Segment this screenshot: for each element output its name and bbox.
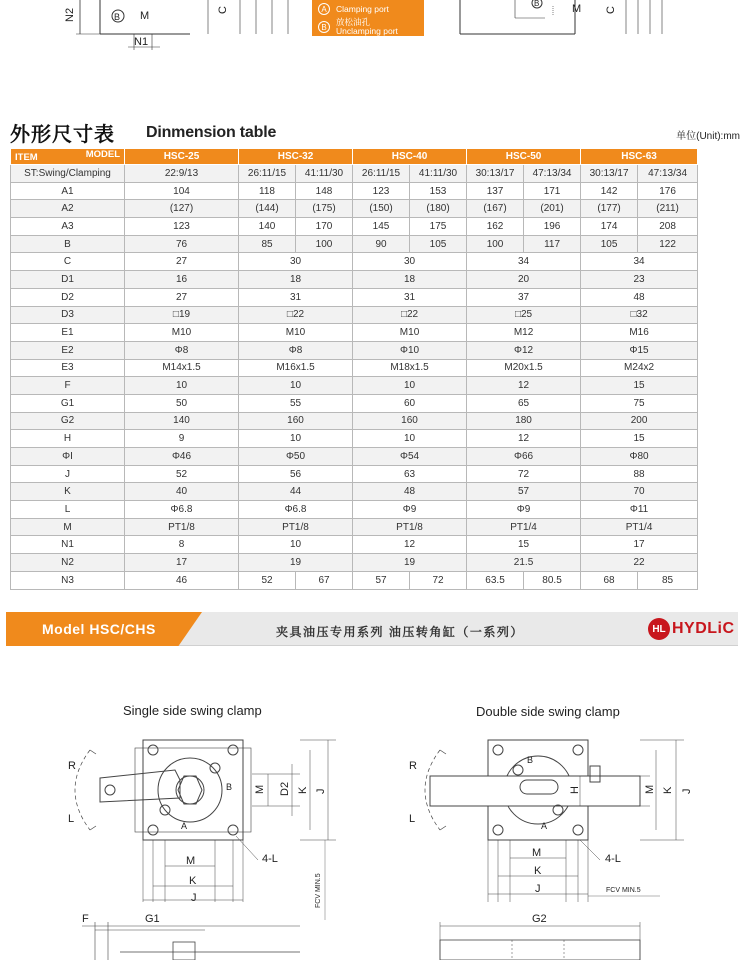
single-m-bottom-label: M	[186, 855, 196, 867]
table-cell: Φ12	[467, 341, 581, 359]
table-cell: 145	[353, 218, 410, 236]
table-cell: 196	[524, 218, 581, 236]
table-cell: 171	[524, 182, 581, 200]
double-4l-label: 4-L	[605, 853, 621, 865]
table-row	[11, 253, 698, 271]
double-b-label: B	[527, 755, 534, 765]
double-l-label: L	[409, 813, 416, 825]
table-row	[11, 324, 698, 342]
n2-label: N2	[64, 7, 76, 22]
logo-mark-icon: HL	[648, 618, 670, 640]
table-cell: 208	[638, 218, 698, 236]
single-r-label: R	[68, 760, 76, 772]
table-cell: (180)	[410, 200, 467, 218]
table-cell: 41:11/30	[410, 165, 467, 183]
table-cell: □19	[125, 306, 239, 324]
legend-clamping	[312, 0, 424, 18]
unit-label: 单位(Unit):mm	[676, 131, 740, 142]
table-row	[11, 571, 698, 589]
single-nut-hex	[178, 776, 202, 804]
table-cell: M16x1.5	[239, 359, 353, 377]
table-cell: 37	[467, 288, 581, 306]
table-cell: Φ6.8	[125, 501, 239, 519]
table-cell: 72	[467, 465, 581, 483]
row-label: ST:Swing/Clamping	[11, 165, 125, 183]
row-label: N3	[11, 571, 125, 589]
table-row	[11, 182, 698, 200]
table-row	[11, 271, 698, 289]
table-cell: 137	[467, 182, 524, 200]
double-k-bottom-label: K	[534, 865, 542, 877]
table-cell: 26:11/15	[239, 165, 296, 183]
table-cell: 18	[239, 271, 353, 289]
table-cell: 170	[296, 218, 353, 236]
table-cell: 57	[467, 483, 581, 501]
model-header-hsc63: HSC-63	[581, 149, 698, 165]
table-cell: 52	[125, 465, 239, 483]
dimension-table	[10, 148, 698, 590]
row-label: A3	[11, 218, 125, 236]
table-cell: 10	[125, 377, 239, 395]
model-header-hsc50: HSC-50	[467, 149, 581, 165]
legend-unclamping-en: Unclamping port	[336, 26, 398, 36]
table-title-en: Dinmension table	[146, 124, 277, 141]
single-b-label: B	[226, 782, 233, 792]
table-cell: 22	[581, 554, 698, 572]
single-port-b-hole	[210, 763, 220, 773]
single-bolt-hole-tl	[148, 745, 158, 755]
table-cell: M14x1.5	[125, 359, 239, 377]
table-cell: (177)	[581, 200, 638, 218]
row-label: K	[11, 483, 125, 501]
technical-drawings-svg	[0, 690, 750, 960]
table-row	[11, 536, 698, 554]
table-cell: Φ50	[239, 448, 353, 466]
table-cell: PT1/4	[467, 518, 581, 536]
single-swing-caption: Single side swing clamp	[123, 703, 262, 718]
table-row	[11, 200, 698, 218]
table-cell: 105	[410, 235, 467, 253]
single-bolt-hole-tr	[228, 745, 238, 755]
row-label: E3	[11, 359, 125, 377]
table-cell: 16	[125, 271, 239, 289]
table-cell: 140	[239, 218, 296, 236]
table-row	[11, 554, 698, 572]
single-f-label: F	[82, 913, 89, 925]
table-cell: 47:13/34	[638, 165, 698, 183]
table-row	[11, 518, 698, 536]
double-m-bottom-label: M	[532, 847, 542, 859]
table-cell: 104	[125, 182, 239, 200]
table-cell: 10	[353, 430, 467, 448]
table-cell: Φ80	[581, 448, 698, 466]
table-cell: (127)	[125, 200, 239, 218]
table-cell: 41:11/30	[296, 165, 353, 183]
table-cell: 12	[467, 377, 581, 395]
single-bolt-hole-bl	[148, 825, 158, 835]
table-cell: Φ66	[467, 448, 581, 466]
row-label: D2	[11, 288, 125, 306]
table-cell: 30	[239, 253, 353, 271]
table-cell: 48	[581, 288, 698, 306]
table-row	[11, 430, 698, 448]
circle-b-icon: B	[318, 21, 330, 33]
table-cell: 80.5	[524, 571, 581, 589]
table-cell: 174	[581, 218, 638, 236]
table-cell: Φ6.8	[239, 501, 353, 519]
table-cell: 52	[239, 571, 296, 589]
table-cell: Φ8	[125, 341, 239, 359]
table-cell: (144)	[239, 200, 296, 218]
table-row	[11, 394, 698, 412]
table-cell: 85	[638, 571, 698, 589]
table-header-row	[11, 149, 698, 165]
single-j-bottom-label: J	[191, 892, 197, 904]
table-cell: (201)	[524, 200, 581, 218]
table-cell: 117	[524, 235, 581, 253]
table-cell: 27	[125, 288, 239, 306]
table-cell: (167)	[467, 200, 524, 218]
legend-unclamping	[312, 18, 424, 36]
row-label: D1	[11, 271, 125, 289]
single-clamp-arm	[100, 770, 180, 802]
single-k-label: K	[297, 786, 309, 794]
table-row	[11, 465, 698, 483]
row-label: F	[11, 377, 125, 395]
single-g1-label: G1	[145, 913, 160, 925]
m-label: M	[140, 10, 150, 22]
logo-text: HYDLiC	[672, 620, 735, 637]
table-cell: M12	[467, 324, 581, 342]
table-cell: 63.5	[467, 571, 524, 589]
table-cell: 180	[467, 412, 581, 430]
table-cell: 15	[467, 536, 581, 554]
table-cell: 8	[125, 536, 239, 554]
table-cell: 85	[239, 235, 296, 253]
table-cell: 9	[125, 430, 239, 448]
single-bolt-hole-br	[228, 825, 238, 835]
table-cell: 75	[581, 394, 698, 412]
table-cell: 31	[353, 288, 467, 306]
table-cell: 68	[581, 571, 638, 589]
table-title-cn: 外形尺寸表	[10, 124, 115, 146]
table-row	[11, 288, 698, 306]
c-label: C	[217, 6, 229, 14]
table-cell: (175)	[296, 200, 353, 218]
single-fcv-label: FCV MIN.5	[315, 873, 322, 908]
banner-series-text: 夹具油压专用系列 油压转角缸（一系列）	[276, 625, 524, 639]
single-m-label: M	[254, 784, 266, 794]
table-cell: 30	[353, 253, 467, 271]
model-header-hsc40: HSC-40	[353, 149, 467, 165]
table-row	[11, 235, 698, 253]
table-cell: 50	[125, 394, 239, 412]
table-cell: 21.5	[467, 554, 581, 572]
port-b-label: B	[114, 12, 121, 22]
table-row	[11, 412, 698, 430]
table-cell: M24x2	[581, 359, 698, 377]
series-banner	[6, 612, 738, 646]
table-cell: 105	[581, 235, 638, 253]
table-cell: 34	[581, 253, 698, 271]
table-cell: 30:13/17	[581, 165, 638, 183]
table-cell: 20	[467, 271, 581, 289]
single-cylinder-circle	[158, 758, 222, 822]
double-j-bottom-label: J	[535, 883, 541, 895]
row-label: E1	[11, 324, 125, 342]
table-cell: 76	[125, 235, 239, 253]
table-cell: 175	[410, 218, 467, 236]
table-cell: 15	[581, 377, 698, 395]
table-row	[11, 306, 698, 324]
row-label: L	[11, 501, 125, 519]
table-row	[11, 341, 698, 359]
row-label: E2	[11, 341, 125, 359]
table-cell: 56	[239, 465, 353, 483]
table-cell: Φ9	[353, 501, 467, 519]
row-label: ΦI	[11, 448, 125, 466]
table-cell: 200	[581, 412, 698, 430]
table-row	[11, 218, 698, 236]
port-b-label-right: B	[534, 0, 540, 8]
table-row	[11, 377, 698, 395]
table-cell: 22:9/13	[125, 165, 239, 183]
table-cell: 27	[125, 253, 239, 271]
double-port-b-hole	[513, 765, 523, 775]
table-cell: □22	[353, 306, 467, 324]
double-h-label: H	[569, 786, 581, 794]
single-k-bottom-label: K	[189, 875, 197, 887]
table-cell: 57	[353, 571, 410, 589]
row-label: D3	[11, 306, 125, 324]
banner-model-text: Model HSC/CHS	[42, 621, 156, 637]
table-cell: 12	[467, 430, 581, 448]
double-fcv-label: FCV MIN.5	[606, 887, 641, 894]
table-cell: 10	[239, 536, 353, 554]
table-cell: M18x1.5	[353, 359, 467, 377]
table-cell: 160	[239, 412, 353, 430]
table-row	[11, 165, 698, 183]
row-label: B	[11, 235, 125, 253]
table-cell: 65	[467, 394, 581, 412]
row-label: G2	[11, 412, 125, 430]
table-cell: 10	[239, 377, 353, 395]
table-cell: 140	[125, 412, 239, 430]
table-cell: 148	[296, 182, 353, 200]
m-label-right: M	[572, 3, 582, 15]
table-cell: 17	[125, 554, 239, 572]
table-row	[11, 359, 698, 377]
table-cell: 19	[239, 554, 353, 572]
table-cell: PT1/8	[239, 518, 353, 536]
table-cell: Φ8	[239, 341, 353, 359]
table-cell: 176	[638, 182, 698, 200]
c-label-right: C	[605, 6, 617, 14]
single-l-label: L	[68, 813, 75, 825]
row-label: H	[11, 430, 125, 448]
row-label: J	[11, 465, 125, 483]
table-cell: □22	[239, 306, 353, 324]
row-label: G1	[11, 394, 125, 412]
table-cell: 123	[125, 218, 239, 236]
model-header-hsc25: HSC-25	[125, 149, 239, 165]
table-cell: Φ9	[467, 501, 581, 519]
single-arm-pin	[105, 785, 115, 795]
port-legend	[312, 0, 424, 36]
table-cell: 160	[353, 412, 467, 430]
table-cell: 122	[638, 235, 698, 253]
hydlic-logo	[648, 618, 735, 640]
double-k-label: K	[662, 786, 674, 794]
top-drawing-strip	[0, 0, 750, 80]
row-label: M	[11, 518, 125, 536]
table-cell: 48	[353, 483, 467, 501]
table-cell: 10	[239, 430, 353, 448]
model-header-hsc32: HSC-32	[239, 149, 353, 165]
table-cell: 90	[353, 235, 410, 253]
table-cell: 100	[467, 235, 524, 253]
double-swing-caption: Double side swing clamp	[476, 704, 620, 719]
single-flange	[135, 748, 251, 832]
table-cell: 31	[239, 288, 353, 306]
table-cell: 46	[125, 571, 239, 589]
single-j-label: J	[315, 788, 327, 794]
table-cell: 70	[581, 483, 698, 501]
table-cell: 72	[410, 571, 467, 589]
circle-a-icon: A	[318, 3, 330, 15]
table-cell: 26:11/15	[353, 165, 410, 183]
table-cell: PT1/8	[353, 518, 467, 536]
table-cell: 23	[581, 271, 698, 289]
table-cell: 63	[353, 465, 467, 483]
corner-model-label: MODEL	[85, 149, 120, 160]
table-cell: 30:13/17	[467, 165, 524, 183]
table-row	[11, 483, 698, 501]
table-row	[11, 501, 698, 519]
table-cell: M10	[125, 324, 239, 342]
legend-unclamping-cn: 放松油孔	[336, 17, 371, 27]
table-cell: 12	[353, 536, 467, 554]
table-cell: Φ11	[581, 501, 698, 519]
double-m-label: M	[644, 784, 656, 794]
double-bolt-hole-br	[573, 825, 583, 835]
single-4l-label: 4-L	[262, 853, 278, 865]
table-cell: 118	[239, 182, 296, 200]
table-cell: Φ15	[581, 341, 698, 359]
table-cell: Φ54	[353, 448, 467, 466]
table-cell: 60	[353, 394, 467, 412]
n1-label: N1	[134, 36, 149, 48]
table-cell: PT1/4	[581, 518, 698, 536]
table-cell: □25	[467, 306, 581, 324]
double-bolt-hole-tr	[573, 745, 583, 755]
table-cell: 55	[239, 394, 353, 412]
double-g2-label: G2	[532, 913, 547, 925]
table-cell: M16	[581, 324, 698, 342]
double-a-label: A	[541, 821, 548, 831]
table-cell: (211)	[638, 200, 698, 218]
table-cell: Φ46	[125, 448, 239, 466]
double-r-label: R	[409, 760, 417, 772]
table-cell: 153	[410, 182, 467, 200]
row-label: A2	[11, 200, 125, 218]
table-cell: 10	[353, 377, 467, 395]
table-cell: 67	[296, 571, 353, 589]
table-cell: 15	[581, 430, 698, 448]
table-cell: 123	[353, 182, 410, 200]
corner-cell	[11, 149, 125, 165]
table-cell: 40	[125, 483, 239, 501]
double-j-label: J	[681, 788, 693, 794]
table-row	[11, 448, 698, 466]
table-cell: 88	[581, 465, 698, 483]
row-label: A1	[11, 182, 125, 200]
table-cell: (150)	[353, 200, 410, 218]
row-label: C	[11, 253, 125, 271]
double-bolt-hole-bl	[493, 825, 503, 835]
corner-item-label: ITEM	[15, 152, 38, 163]
table-cell: □32	[581, 306, 698, 324]
row-label: N2	[11, 554, 125, 572]
single-d2-label: D2	[279, 781, 291, 796]
table-cell: PT1/8	[125, 518, 239, 536]
legend-clamping-en: Clamping port	[336, 3, 389, 14]
table-cell: 142	[581, 182, 638, 200]
table-cell: 17	[581, 536, 698, 554]
row-label: N1	[11, 536, 125, 554]
table-cell: 44	[239, 483, 353, 501]
table-cell: 19	[353, 554, 467, 572]
table-cell: 18	[353, 271, 467, 289]
table-cell: 162	[467, 218, 524, 236]
table-cell: M10	[353, 324, 467, 342]
table-cell: M20x1.5	[467, 359, 581, 377]
table-cell: 34	[467, 253, 581, 271]
single-a-label: A	[181, 821, 188, 831]
table-title-row	[10, 116, 740, 146]
table-cell: M10	[239, 324, 353, 342]
double-bolt-hole-tl	[493, 745, 503, 755]
table-cell: 47:13/34	[524, 165, 581, 183]
table-cell: Φ10	[353, 341, 467, 359]
table-cell: 100	[296, 235, 353, 253]
